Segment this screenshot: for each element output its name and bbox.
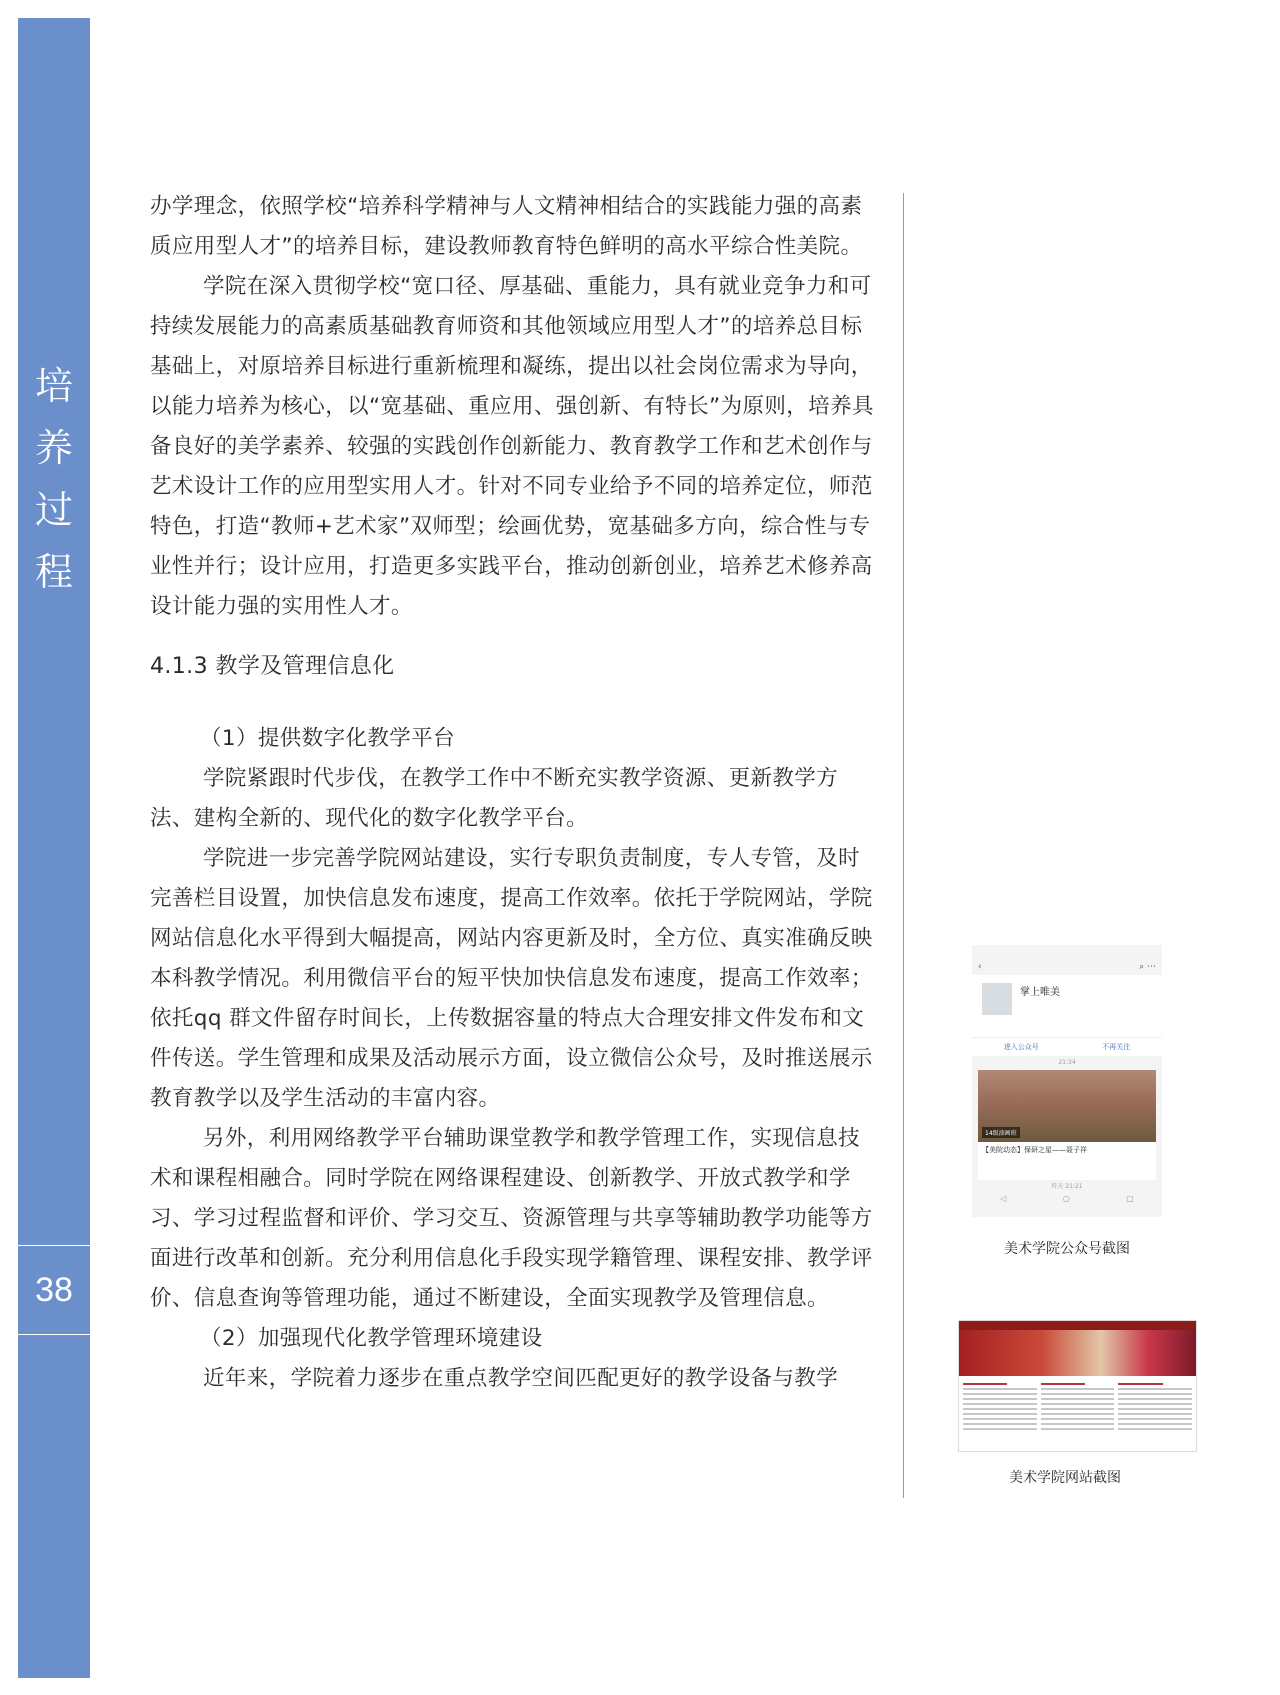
website-screenshot — [958, 1320, 1197, 1452]
page-number: 38 — [18, 1245, 90, 1335]
paragraph: 办学理念，依照学校“培养科学精神与人文精神相结合的实践能力强的高素质应用型人才”的培养目标，建设教师教育特色鲜明的高水平综合性美院。 — [150, 194, 863, 259]
section-title-char: 培 — [34, 364, 73, 408]
account-name: 掌上唯美 — [1020, 987, 1060, 998]
article-desc — [978, 1155, 1156, 1159]
column-divider — [903, 193, 904, 1498]
section-title-char: 过 — [34, 488, 73, 532]
home-key-icon: ○ — [1062, 1194, 1070, 1203]
wechat-screenshot — [972, 945, 1162, 1217]
paragraph: 学院紧跟时代步伐，在教学工作中不断充实教学资源、更新教学方法、建构全新的、现代化的数字化教学平台。 — [150, 766, 839, 831]
recent-key-icon: □ — [1126, 1194, 1134, 1203]
phone-nav-bar — [972, 959, 1162, 975]
section-title-char: 程 — [34, 550, 73, 594]
account-header — [972, 975, 1162, 1037]
sub-heading: （1）提供数字化教学平台 — [200, 726, 455, 751]
sub-heading: （2）加强现代化教学管理环境建设 — [200, 1326, 543, 1351]
article-photo — [978, 1070, 1156, 1142]
back-icon: ‹ — [978, 962, 982, 972]
figure-caption: 美术学院网站截图 — [1009, 1470, 1121, 1486]
enter-account-link: 进入公众号 — [1003, 1043, 1039, 1051]
footer-time: 昨天 21:21 — [1051, 1183, 1083, 1190]
sidebar-band — [18, 18, 90, 1678]
website-column — [1118, 1380, 1192, 1433]
account-actions — [972, 1037, 1162, 1056]
account-logo — [982, 983, 1012, 1015]
section-heading: 4.1.3 教学及管理信息化 — [150, 654, 395, 679]
article-title: 【美院动态】保研之星——聂子祥 — [982, 1146, 1087, 1154]
paragraph: 另外，利用网络教学平台辅助课堂教学和教学管理工作，实现信息技术和课程相融合。同时学院在网络课程建设、创新教学、开放式教学和学习、学习过程监督和评价、学习交互、资源管理与共享等辅助教学功能等方面进行改革和创新。充分利用信息化手段实现学籍管理、课程安排、教学评价、信息查询等管理功能，通过不断建设，全面实现教学及管理信息。 — [150, 1126, 873, 1311]
message-time: 21:34 — [1058, 1059, 1076, 1066]
phone-softkeys — [972, 1194, 1162, 1203]
website-banner — [959, 1330, 1196, 1376]
section-title-char: 养 — [34, 426, 73, 470]
paragraph: 学院在深入贯彻学校“宽口径、厚基础、重能力，具有就业竞争力和可持续发展能力的高素质基础教育师资和其他领域应用型人才”的培养总目标基础上，对原培养目标进行重新梳理和凝练，提出以社会岗位需求为导向，以能力培养为核心，以“宽基础、重应用、强创新、有特长”为原则，培养具备良好的美学素养、较强的实践创作创新能力、教育教学工作和艺术创作与艺术设计工作的应用型实用人才。针对不同专业给予不同的培养定位，师范特色，打造“教师+艺术家”双师型；绘画优势，宽基础多方向，综合性与专业性并行；设计应用，打造更多实践平台，推动创新创业，培养艺术修养高设计能力强的实用性人才。 — [150, 274, 874, 619]
search-icon: ⌕ ⋯ — [1139, 962, 1156, 972]
article-card — [978, 1070, 1156, 1180]
phone-status-bar — [972, 945, 1162, 959]
section-title-vertical — [18, 355, 90, 603]
website-column — [1041, 1380, 1115, 1433]
main-text — [150, 187, 875, 1399]
website-topbar — [959, 1321, 1196, 1330]
back-key-icon: ◁ — [1000, 1194, 1007, 1203]
unfollow-link: 不再关注 — [1102, 1043, 1131, 1051]
website-column — [963, 1380, 1037, 1433]
paragraph: 学院进一步完善学院网站建设，实行专职负责制度，专人专管，及时完善栏目设置，加快信息发布速度，提高工作效率。依托于学院网站，学院网站信息化水平得到大幅提高，网站内容更新及时，全方位、真实准确反映本科教学情况。利用微信平台的短平快加快信息发布速度，提高工作效率；依托qq 群文件留存时间长，上传数据容量的特点大合理安排文件发布和文件传送。学生管理和成果及活动展示方面，设立微信公众号，及时推送展示教育教学以及学生活动的丰富内容。 — [150, 846, 873, 1111]
paragraph: 近年来，学院着力逐步在重点教学空间匹配更好的教学设备与教学 — [203, 1366, 839, 1391]
website-content — [959, 1376, 1196, 1437]
figure-caption: 美术学院公众号截图 — [1004, 1241, 1130, 1257]
article-tag: 14级油画班 — [982, 1127, 1020, 1138]
